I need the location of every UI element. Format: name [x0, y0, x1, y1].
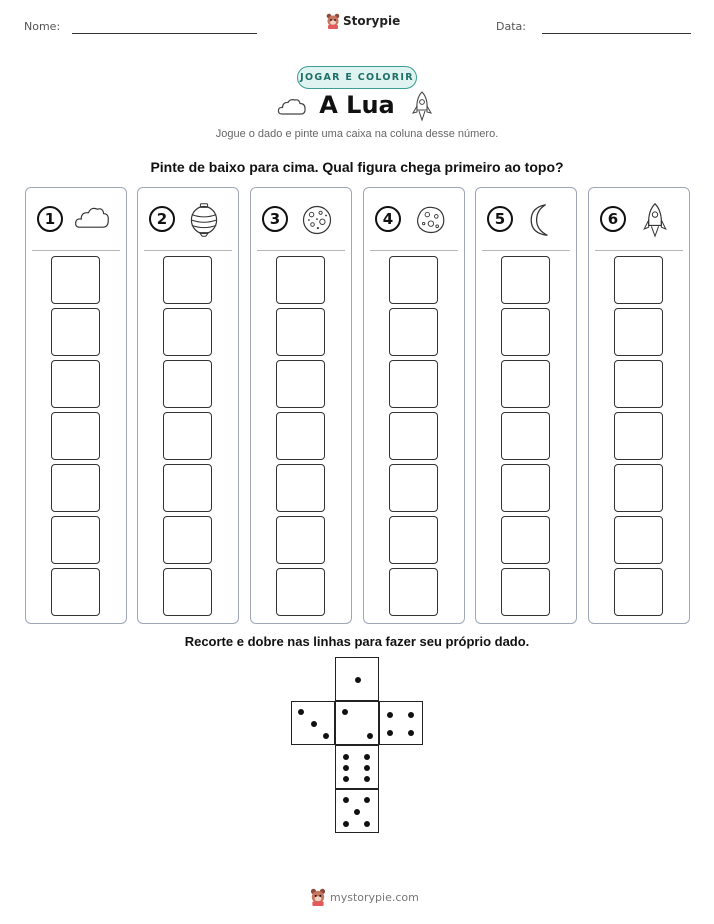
die-pip — [387, 730, 393, 736]
color-box[interactable] — [276, 412, 325, 460]
color-box[interactable] — [51, 412, 100, 460]
color-box[interactable] — [389, 360, 438, 408]
column-6 — [588, 187, 690, 624]
die-face-three — [291, 701, 335, 745]
color-box[interactable] — [163, 308, 212, 356]
column-5 — [475, 187, 577, 624]
crescent-moon-icon — [522, 202, 562, 238]
footer — [310, 888, 419, 906]
color-box[interactable] — [501, 516, 550, 564]
die-pip — [343, 754, 349, 760]
color-box[interactable] — [51, 516, 100, 564]
die-pip — [364, 776, 370, 782]
color-box[interactable] — [276, 256, 325, 304]
die-pip — [343, 776, 349, 782]
color-box[interactable] — [51, 568, 100, 616]
column-number: 1 — [37, 206, 63, 232]
column-number: 3 — [262, 206, 288, 232]
column-divider — [257, 250, 345, 251]
die-pip — [408, 712, 414, 718]
column-header — [364, 202, 464, 242]
column-number: 4 — [375, 206, 401, 232]
die-face-one — [335, 657, 379, 701]
color-box[interactable] — [163, 256, 212, 304]
die-pip — [298, 709, 304, 715]
color-box[interactable] — [501, 464, 550, 512]
color-box[interactable] — [501, 308, 550, 356]
color-box[interactable] — [276, 308, 325, 356]
color-box[interactable] — [501, 568, 550, 616]
color-box[interactable] — [276, 516, 325, 564]
color-box[interactable] — [501, 256, 550, 304]
color-box[interactable] — [389, 464, 438, 512]
die-face-four — [379, 701, 423, 745]
planet-icon — [184, 202, 224, 238]
color-box[interactable] — [614, 412, 663, 460]
column-header — [138, 202, 238, 242]
die-pip — [355, 677, 361, 683]
color-box[interactable] — [389, 256, 438, 304]
column-divider — [370, 250, 458, 251]
color-box[interactable] — [614, 360, 663, 408]
color-box[interactable] — [614, 568, 663, 616]
cloud-icon — [72, 202, 112, 238]
die-pip — [408, 730, 414, 736]
die-face-two — [335, 701, 379, 745]
die-pip — [342, 709, 348, 715]
date-line[interactable] — [542, 33, 691, 34]
color-box[interactable] — [501, 412, 550, 460]
dice-instruction: Recorte e dobre nas linhas para fazer seu próprio dado. — [184, 634, 530, 649]
instruction: Pinte de baixo para cima. Qual figura chega primeiro ao topo? — [150, 159, 564, 175]
die-pip — [343, 821, 349, 827]
column-4 — [363, 187, 465, 624]
brand-name: Storypie — [343, 14, 401, 28]
color-box[interactable] — [163, 360, 212, 408]
column-number: 5 — [487, 206, 513, 232]
die-pip — [343, 765, 349, 771]
color-box[interactable] — [501, 360, 550, 408]
die-pip — [311, 721, 317, 727]
bear-logo-icon — [326, 13, 340, 29]
subtitle: Jogue o dado e pinte uma caixa na coluna desse número. — [215, 128, 499, 140]
color-box[interactable] — [389, 516, 438, 564]
column-header — [26, 202, 126, 242]
color-box[interactable] — [51, 464, 100, 512]
color-box[interactable] — [51, 256, 100, 304]
color-box[interactable] — [614, 516, 663, 564]
color-box[interactable] — [389, 568, 438, 616]
color-box[interactable] — [51, 360, 100, 408]
color-box[interactable] — [614, 256, 663, 304]
color-box[interactable] — [276, 360, 325, 408]
die-pip — [364, 754, 370, 760]
die-pip — [354, 809, 360, 815]
color-box[interactable] — [163, 516, 212, 564]
die-face-six — [335, 745, 379, 789]
column-divider — [482, 250, 570, 251]
color-box[interactable] — [163, 412, 212, 460]
page-title: A Lua — [319, 91, 395, 119]
color-box[interactable] — [51, 308, 100, 356]
name-line[interactable] — [72, 33, 257, 34]
color-box[interactable] — [614, 308, 663, 356]
column-2 — [137, 187, 239, 624]
column-header — [589, 202, 689, 242]
color-box[interactable] — [614, 464, 663, 512]
column-divider — [144, 250, 232, 251]
column-header — [251, 202, 351, 242]
color-box[interactable] — [276, 464, 325, 512]
footer-url[interactable]: mystorypie.com — [330, 890, 419, 904]
column-1 — [25, 187, 127, 624]
die-face-five — [335, 789, 379, 833]
die-pip — [323, 733, 329, 739]
rocket-icon — [412, 91, 432, 123]
bear-logo-icon — [310, 888, 326, 906]
column-number: 2 — [149, 206, 175, 232]
date-label: Data: — [496, 20, 526, 33]
color-box[interactable] — [389, 412, 438, 460]
color-box[interactable] — [163, 568, 212, 616]
column-divider — [595, 250, 683, 251]
column-divider — [32, 250, 120, 251]
rocket-icon — [635, 202, 675, 238]
die-pip — [364, 821, 370, 827]
column-header — [476, 202, 576, 242]
die-pip — [343, 797, 349, 803]
title-row — [0, 91, 714, 123]
die-pip — [364, 765, 370, 771]
color-box[interactable] — [163, 464, 212, 512]
column-3 — [250, 187, 352, 624]
activity-badge: JOGAR E COLORIR — [297, 66, 417, 89]
die-pip — [367, 733, 373, 739]
moon-crater-icon — [297, 202, 337, 238]
die-pip — [364, 797, 370, 803]
brand-logo — [326, 13, 400, 29]
name-label: Nome: — [24, 20, 61, 33]
color-box[interactable] — [276, 568, 325, 616]
die-pip — [387, 712, 393, 718]
asteroid-icon — [410, 202, 450, 238]
color-box[interactable] — [389, 308, 438, 356]
column-number: 6 — [600, 206, 626, 232]
